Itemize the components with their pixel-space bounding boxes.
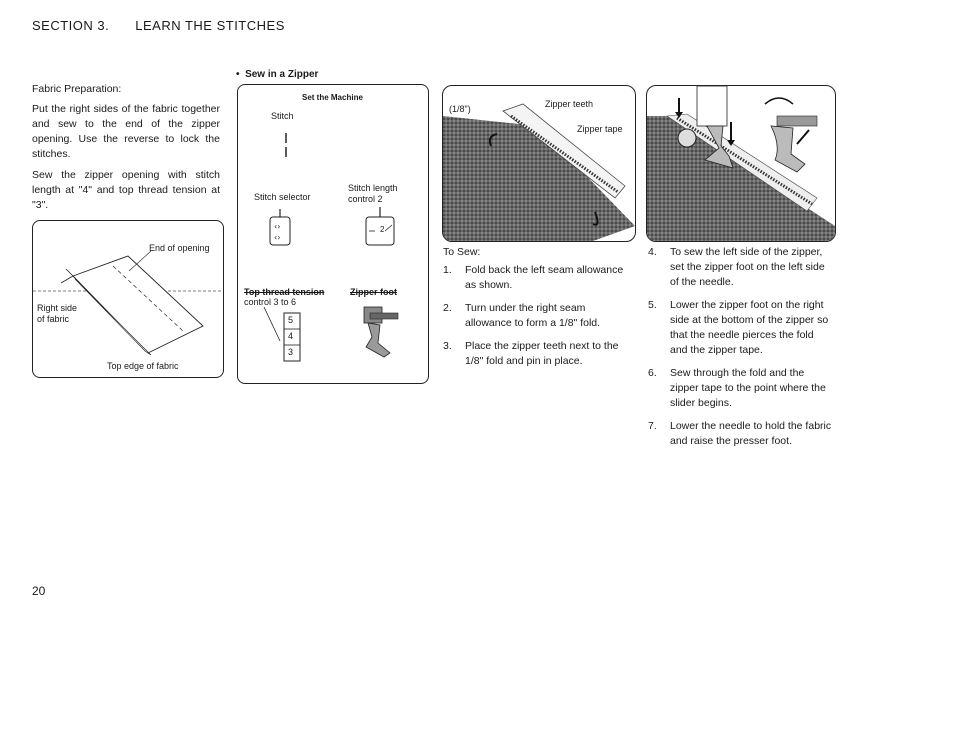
foot-shank-shape (777, 116, 817, 126)
right-side-label: Right side (37, 303, 78, 313)
tension-dial-value-5: 5 (288, 315, 294, 325)
step-2: 2. Turn under the right seam allowance to form a 1/8" fold. (443, 302, 601, 329)
step-1: 1. Fold back the left seam allowance as shown. (443, 264, 624, 291)
section-number: SECTION 3. (32, 18, 110, 33)
fabric-prep-figure (32, 220, 224, 378)
zipper-foot-shape (771, 126, 805, 172)
curved-arrow-icon (765, 98, 793, 104)
stitch-label: Stitch (271, 111, 294, 121)
fabric-shape (647, 116, 835, 241)
svg-text:‹›: ‹› (274, 233, 281, 242)
fabric-prep-text (32, 82, 220, 213)
to-sew-title: To Sew: (443, 246, 481, 258)
tension-dial-value-4: 4 (288, 331, 294, 341)
to-sew-steps (443, 263, 633, 377)
step-6: 6. Sew through the fold and the zipper tape to the point where the slider begins. (648, 367, 826, 409)
zipper-teeth-label: Zipper teeth (545, 99, 594, 109)
page-number: 20 (32, 584, 46, 598)
tension-dial-icon (262, 307, 302, 363)
zipper-foot-icon (350, 303, 402, 359)
stitch-selector-label: Stitch selector (254, 192, 311, 202)
step-4: 4. To sew the left side of the zipper, set the zipper foot on the left side of the needle. (648, 246, 825, 288)
top-thread-tension-label: Top thread tension (244, 287, 325, 297)
zipper-foot-label: Zipper foot (350, 287, 397, 297)
presser-bar-shape (697, 86, 727, 126)
section-title: LEARN THE STITCHES (135, 18, 285, 33)
stitch-selector-icon (268, 209, 292, 247)
fabric-prep-para1: Put the right sides of the fabric together and sew to the end of the zipper opening. Use the reverse to lock the stitches. (32, 103, 220, 160)
fraction-label: (1/8") (449, 104, 471, 114)
bullet-icon: • (236, 69, 240, 80)
zipper-tape-label: Zipper tape (577, 124, 623, 134)
zipper-foot-sewing-photo (646, 85, 836, 242)
straight-stitch-icon (284, 133, 288, 159)
sew-in-zipper-heading: • Sew in a Zipper (236, 69, 319, 80)
step-3: 3. Place the zipper teeth next to the 1/8" fold and pin in place. (443, 340, 619, 367)
fabric-prep-title: Fabric Preparation: (32, 83, 122, 95)
top-edge-label: Top edge of fabric (107, 361, 179, 371)
fabric-prep-para2: Sew the zipper opening with stitch length at "4" and top thread tension at "3". (32, 169, 220, 211)
step-7: 7. Lower the needle to hold the fabric and raise the presser foot. (648, 420, 832, 447)
set-machine-title: Set the Machine (302, 93, 363, 102)
of-fabric-label: of fabric (37, 314, 70, 324)
up-arrow-icon (797, 130, 809, 144)
presser-foot-knob-shape (678, 129, 696, 147)
stitch-length-control-label: control 2 (348, 194, 383, 204)
top-thread-control-label: control 3 to 6 (244, 297, 297, 307)
zipper-fold-photo (442, 85, 636, 242)
stitch-length-dial-value: 2 (380, 225, 385, 234)
set-machine-box (237, 84, 429, 384)
svg-text:‹›: ‹› (274, 222, 281, 231)
tension-dial-value-3: 3 (288, 347, 294, 357)
right-steps (648, 245, 834, 457)
step-5: 5. Lower the zipper foot on the right side at the bottom of the zipper so that the needle pierces the fold and the zipper tape. (648, 299, 829, 356)
end-of-opening-label: End of opening (149, 243, 210, 253)
section-header (32, 18, 285, 33)
stitch-length-label: Stitch length (348, 183, 398, 193)
